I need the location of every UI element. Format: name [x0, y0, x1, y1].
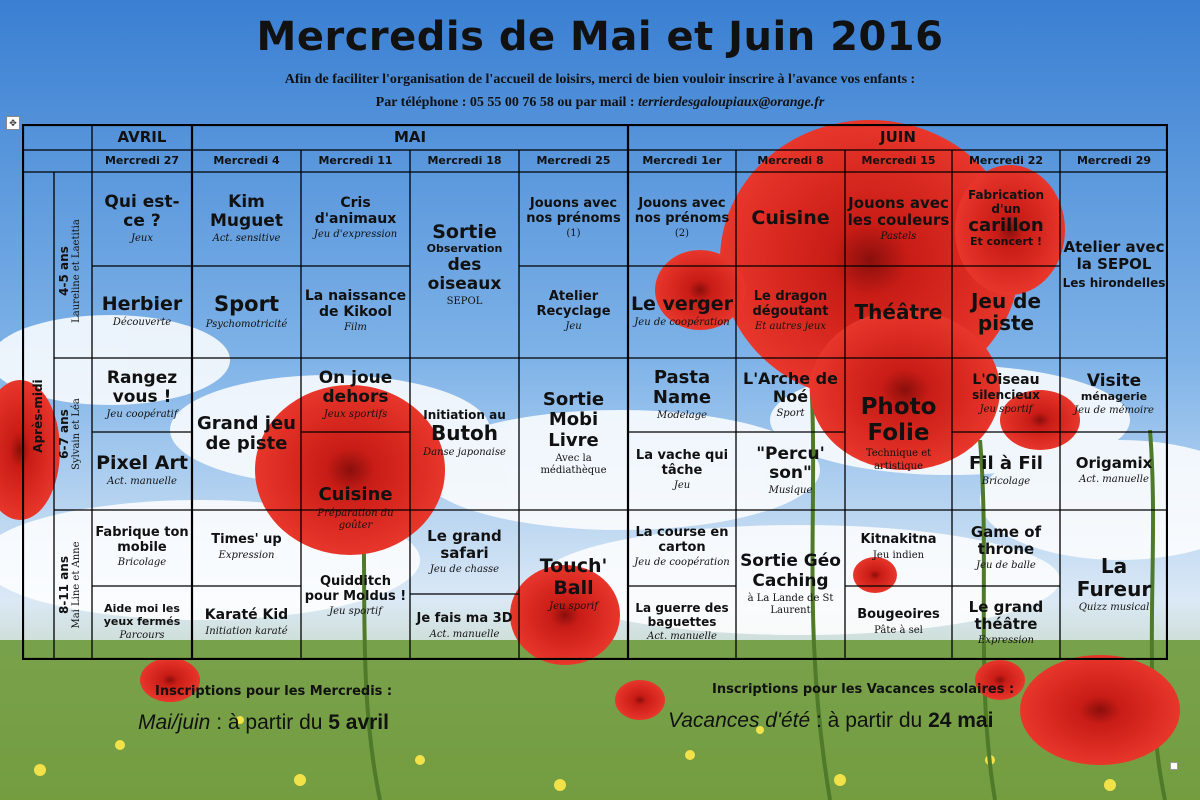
activity-subtitle: Act. manuelle	[647, 631, 717, 643]
activity-title: La guerre des baguettes	[635, 601, 729, 629]
activity-title: Le verger	[630, 293, 734, 316]
activity-title: Atelier Recyclage	[536, 289, 611, 319]
activity-subtitle: (2)	[674, 228, 690, 240]
activity-title-line3: Et concert !	[969, 235, 1043, 249]
activity-cell	[738, 512, 843, 658]
activity-subtitle: Jeu de chasse	[429, 563, 500, 575]
activity-subtitle: Initiation karaté	[205, 625, 288, 637]
activity-title: Pasta Name	[652, 366, 712, 408]
activity-cell	[847, 360, 950, 508]
activity-cell	[412, 512, 517, 592]
activity-cell	[521, 268, 626, 356]
activity-subtitle: à La Lande de St Laurent	[747, 592, 834, 617]
month-header-april: AVRIL	[117, 128, 167, 146]
month-header-may: MAI	[393, 128, 427, 146]
activity-cell	[94, 512, 190, 584]
activity-title: Grand jeu de piste	[197, 412, 296, 454]
day-header: Mercredi 8	[757, 154, 824, 167]
activity-title-line2: Butoh	[430, 421, 499, 446]
activity-cell	[1062, 434, 1166, 508]
activity-title: Touch' Ball	[539, 555, 608, 599]
schedule-table	[22, 124, 1168, 660]
activity-cell	[954, 588, 1058, 658]
day-header: Mercredi 15	[861, 154, 936, 167]
activity-subtitle: Quizz musical	[1078, 602, 1150, 614]
activity-title: On joue dehors	[318, 367, 393, 407]
age-range: 4-5 ans	[57, 246, 71, 296]
activity-title: La Fureur	[1076, 554, 1152, 601]
day-header: Mercredi 27	[104, 154, 180, 167]
activity-cell	[521, 174, 626, 264]
activity-subtitle: Pastels	[880, 230, 917, 242]
activity-title: L'Arche de Noé	[743, 368, 838, 406]
period-label: Après-midi	[31, 379, 45, 453]
period-name: Mai/juin	[138, 711, 211, 734]
activity-subtitle: Danse japonaise	[423, 446, 506, 458]
group-label-6-7	[57, 358, 89, 510]
activity-cell	[954, 268, 1058, 356]
activity-subtitle: Jeux	[130, 232, 153, 244]
activity-title: L'Oiseau	[972, 372, 1040, 389]
activity-cell	[194, 512, 299, 584]
activity-title-line2: carillon	[968, 215, 1044, 237]
activity-title: Jeu de piste	[970, 288, 1042, 335]
activity-cell	[1062, 360, 1166, 430]
activity-title: La vache qui tâche	[635, 448, 729, 478]
activity-title: Bougeoires	[857, 607, 940, 623]
activity-subtitle: Préparation du goûter	[317, 507, 394, 532]
activity-cell	[847, 174, 950, 264]
activity-cell	[94, 360, 190, 430]
activity-cell	[412, 596, 517, 658]
activity-subtitle: Pâte à sel	[874, 625, 923, 637]
activity-subtitle: Jeu	[565, 321, 582, 333]
activity-subtitle: Act. manuelle	[429, 629, 500, 641]
activity-title: Karaté Kid	[204, 606, 289, 623]
activity-cell	[738, 268, 843, 356]
activity-title: Times' up	[211, 532, 282, 548]
email-link[interactable]: terrierdesgaloupiaux@orange.fr	[638, 95, 825, 110]
activity-cell	[303, 360, 408, 430]
activity-title-line2: Les hirondelles	[1062, 276, 1166, 291]
day-header: Mercredi 18	[427, 154, 502, 167]
activity-title: Fabrique ton mobile	[95, 525, 189, 555]
activity-title: "Percu' son"	[756, 443, 825, 483]
activity-title: Visite	[1086, 371, 1142, 392]
activity-cell	[954, 360, 1058, 430]
activity-subtitle: (1)	[566, 228, 581, 240]
activity-cell	[847, 588, 950, 658]
activity-title: Origamix	[1075, 454, 1153, 473]
activity-title: Game of throne	[970, 522, 1042, 558]
period-name: Vacances d'été	[668, 709, 811, 732]
activity-cell	[94, 268, 190, 356]
activity-cell	[630, 174, 734, 264]
activity-title: Le grand théâtre	[968, 597, 1044, 633]
activity-cell	[303, 174, 408, 264]
activity-title: Kitnakitna	[860, 532, 937, 548]
activity-title: La naissance de Kikool	[304, 288, 407, 320]
activity-subtitle: Expression	[978, 634, 1034, 646]
activity-title: Aide moi les yeux fermés	[103, 602, 181, 628]
activity-title-line3: des oiseaux	[427, 254, 502, 294]
activity-subtitle: Musique	[768, 484, 813, 496]
activity-cell	[954, 434, 1058, 508]
month-header-june: JUIN	[880, 128, 916, 146]
activity-cell	[738, 360, 843, 430]
activity-title: Photo Folie	[860, 393, 937, 446]
activity-cell	[630, 360, 734, 430]
activity-subtitle: Bricolage	[117, 557, 167, 569]
activity-subtitle: Jeu sporif	[549, 601, 598, 613]
holiday-registration-line	[668, 709, 993, 733]
date-prefix: : à partir du	[210, 711, 329, 734]
activity-title: Jouons avec nos prénoms	[634, 196, 730, 226]
activity-title: Le dragon dégoutant	[752, 289, 829, 319]
activity-subtitle: Jeux sportifs	[323, 408, 388, 420]
activity-subtitle: Parcours	[119, 630, 165, 642]
activity-subtitle: Avec la médiathèque	[540, 452, 607, 477]
animators: Laureline et Laetitia	[71, 219, 82, 323]
activity-cell	[303, 536, 408, 658]
phone-text: Par téléphone : 05 55 00 76 58 ou par mail :	[375, 95, 639, 110]
activity-subtitle: Sport	[776, 407, 805, 419]
activity-title-line2: silencieux	[972, 387, 1040, 402]
animators: Mai Line et Anne	[71, 541, 82, 629]
activity-title: Pixel Art	[96, 452, 188, 475]
activity-subtitle: Jeu	[673, 480, 691, 492]
activity-cell	[954, 174, 1058, 264]
activity-cell	[630, 512, 734, 584]
activity-subtitle: Jeu sportif	[329, 606, 382, 618]
activity-title: Fabrication d'un	[967, 188, 1045, 216]
activity-title: Sport	[214, 291, 279, 316]
day-header: Mercredi 1er	[642, 154, 722, 167]
activity-title: Herbier	[101, 293, 183, 316]
activity-cell	[521, 512, 626, 658]
table-move-handle[interactable]: ✥	[6, 116, 20, 130]
activity-title: Quidditch pour Moldus !	[304, 574, 407, 604]
activity-subtitle: Modelage	[656, 409, 708, 421]
registration-date: 24 mai	[928, 709, 994, 732]
activity-subtitle: Film	[344, 322, 367, 334]
activity-cell	[521, 360, 626, 508]
activity-subtitle: Jeu coopératif	[106, 408, 178, 420]
activity-title: Kim Muguet	[210, 191, 283, 231]
activity-title: Rangez vous !	[106, 367, 178, 407]
activity-cell	[194, 588, 299, 658]
activity-subtitle: Jeu de coopération	[634, 557, 730, 569]
activity-subtitle: Bricolage	[981, 475, 1031, 487]
activity-title-line2: Observation	[426, 242, 503, 256]
page-title: Mercredis de Mai et Juin 2016	[256, 14, 944, 60]
activity-subtitle: Expression	[218, 550, 275, 562]
activity-cell	[412, 174, 517, 356]
day-header: Mercredi 11	[318, 154, 393, 167]
day-header: Mercredi 29	[1076, 154, 1152, 167]
activity-cell	[194, 360, 299, 508]
activity-title: Jouons avec nos prénoms	[526, 196, 621, 226]
activity-cell	[94, 588, 190, 658]
group-label-4-5	[57, 178, 89, 364]
activity-title-line2: ménagerie	[1080, 390, 1148, 404]
activity-title: Cris d'animaux	[314, 195, 397, 227]
activity-title: Qui est-ce ?	[104, 191, 180, 231]
activity-title: Sortie Mobi Livre	[542, 389, 605, 451]
activity-subtitle: Psychomotricité	[205, 318, 288, 330]
activity-title: Atelier avec la SEPOL	[1063, 238, 1165, 274]
activity-cell	[954, 512, 1058, 584]
date-prefix: : à partir du	[810, 709, 929, 732]
activity-title: Initiation au	[423, 407, 506, 422]
activity-subtitle: Act. manuelle	[1079, 474, 1149, 486]
activity-subtitle: Jeu d'expression	[313, 229, 398, 241]
wednesday-registration-line	[138, 711, 389, 735]
activity-cell	[412, 360, 517, 508]
activity-cell	[1062, 512, 1166, 658]
activity-cell	[847, 512, 950, 584]
activity-subtitle: Technique et artistique	[865, 448, 932, 472]
activity-subtitle: Jeu sportif	[979, 404, 1033, 416]
intro-text: Afin de faciliter l'organisation de l'accueil de loisirs, merci de bien vouloir inscrire à l'avance vos enfants :	[284, 72, 916, 87]
activity-cell	[303, 268, 408, 356]
activity-cell	[630, 268, 734, 356]
holiday-registration-heading: Inscriptions pour les Vacances scolaires :	[712, 682, 1015, 697]
activity-title: Cuisine	[318, 484, 393, 506]
activity-title: Sortie Géo Caching	[740, 551, 841, 591]
activity-subtitle: Et autres jeux	[754, 321, 827, 333]
activity-cell	[94, 434, 190, 508]
activity-title: Je fais ma 3D	[416, 611, 513, 627]
image-resize-handle[interactable]	[1170, 762, 1178, 770]
age-range: 8-11 ans	[57, 556, 71, 614]
activity-title: Le grand safari	[427, 526, 502, 562]
contact-line	[0, 95, 1200, 111]
activity-cell	[630, 588, 734, 658]
day-header: Mercredi 4	[213, 154, 280, 167]
day-header: Mercredi 22	[968, 154, 1044, 167]
activity-subtitle: Découverte	[112, 317, 172, 329]
activity-title: Jouons avec les couleurs	[847, 193, 950, 229]
activity-cell	[630, 434, 734, 508]
activity-cell	[94, 174, 190, 264]
activity-cell	[194, 174, 299, 264]
activity-subtitle: SEPOL	[446, 295, 483, 307]
group-label-8-11	[57, 510, 89, 660]
activity-title: La course en carton	[635, 525, 729, 555]
activity-subtitle: Act. manuelle	[107, 476, 177, 488]
activity-subtitle: Act. sensitive	[212, 232, 281, 244]
wednesday-registration-heading: Inscriptions pour les Mercredis :	[155, 684, 393, 699]
day-header: Mercredi 25	[536, 154, 611, 167]
activity-subtitle: Jeu de balle	[976, 559, 1036, 571]
activity-cell	[738, 434, 843, 508]
activity-title: Sortie	[432, 220, 497, 243]
activity-subtitle: Jeu indien	[872, 550, 925, 562]
activity-cell	[1062, 174, 1166, 356]
animators: Sylvain et Léa	[71, 398, 82, 470]
activity-title: Cuisine	[751, 207, 830, 230]
registration-date: 5 avril	[328, 711, 389, 734]
activity-cell	[847, 268, 950, 356]
activity-cell	[738, 174, 843, 264]
activity-subtitle: Jeu de mémoire	[1074, 405, 1154, 417]
activity-cell	[194, 268, 299, 356]
age-range: 6-7 ans	[57, 409, 71, 459]
activity-title: Théâtre	[854, 299, 943, 324]
activity-title: Fil à Fil	[969, 452, 1043, 474]
activity-subtitle: Jeu de coopération	[634, 317, 730, 329]
